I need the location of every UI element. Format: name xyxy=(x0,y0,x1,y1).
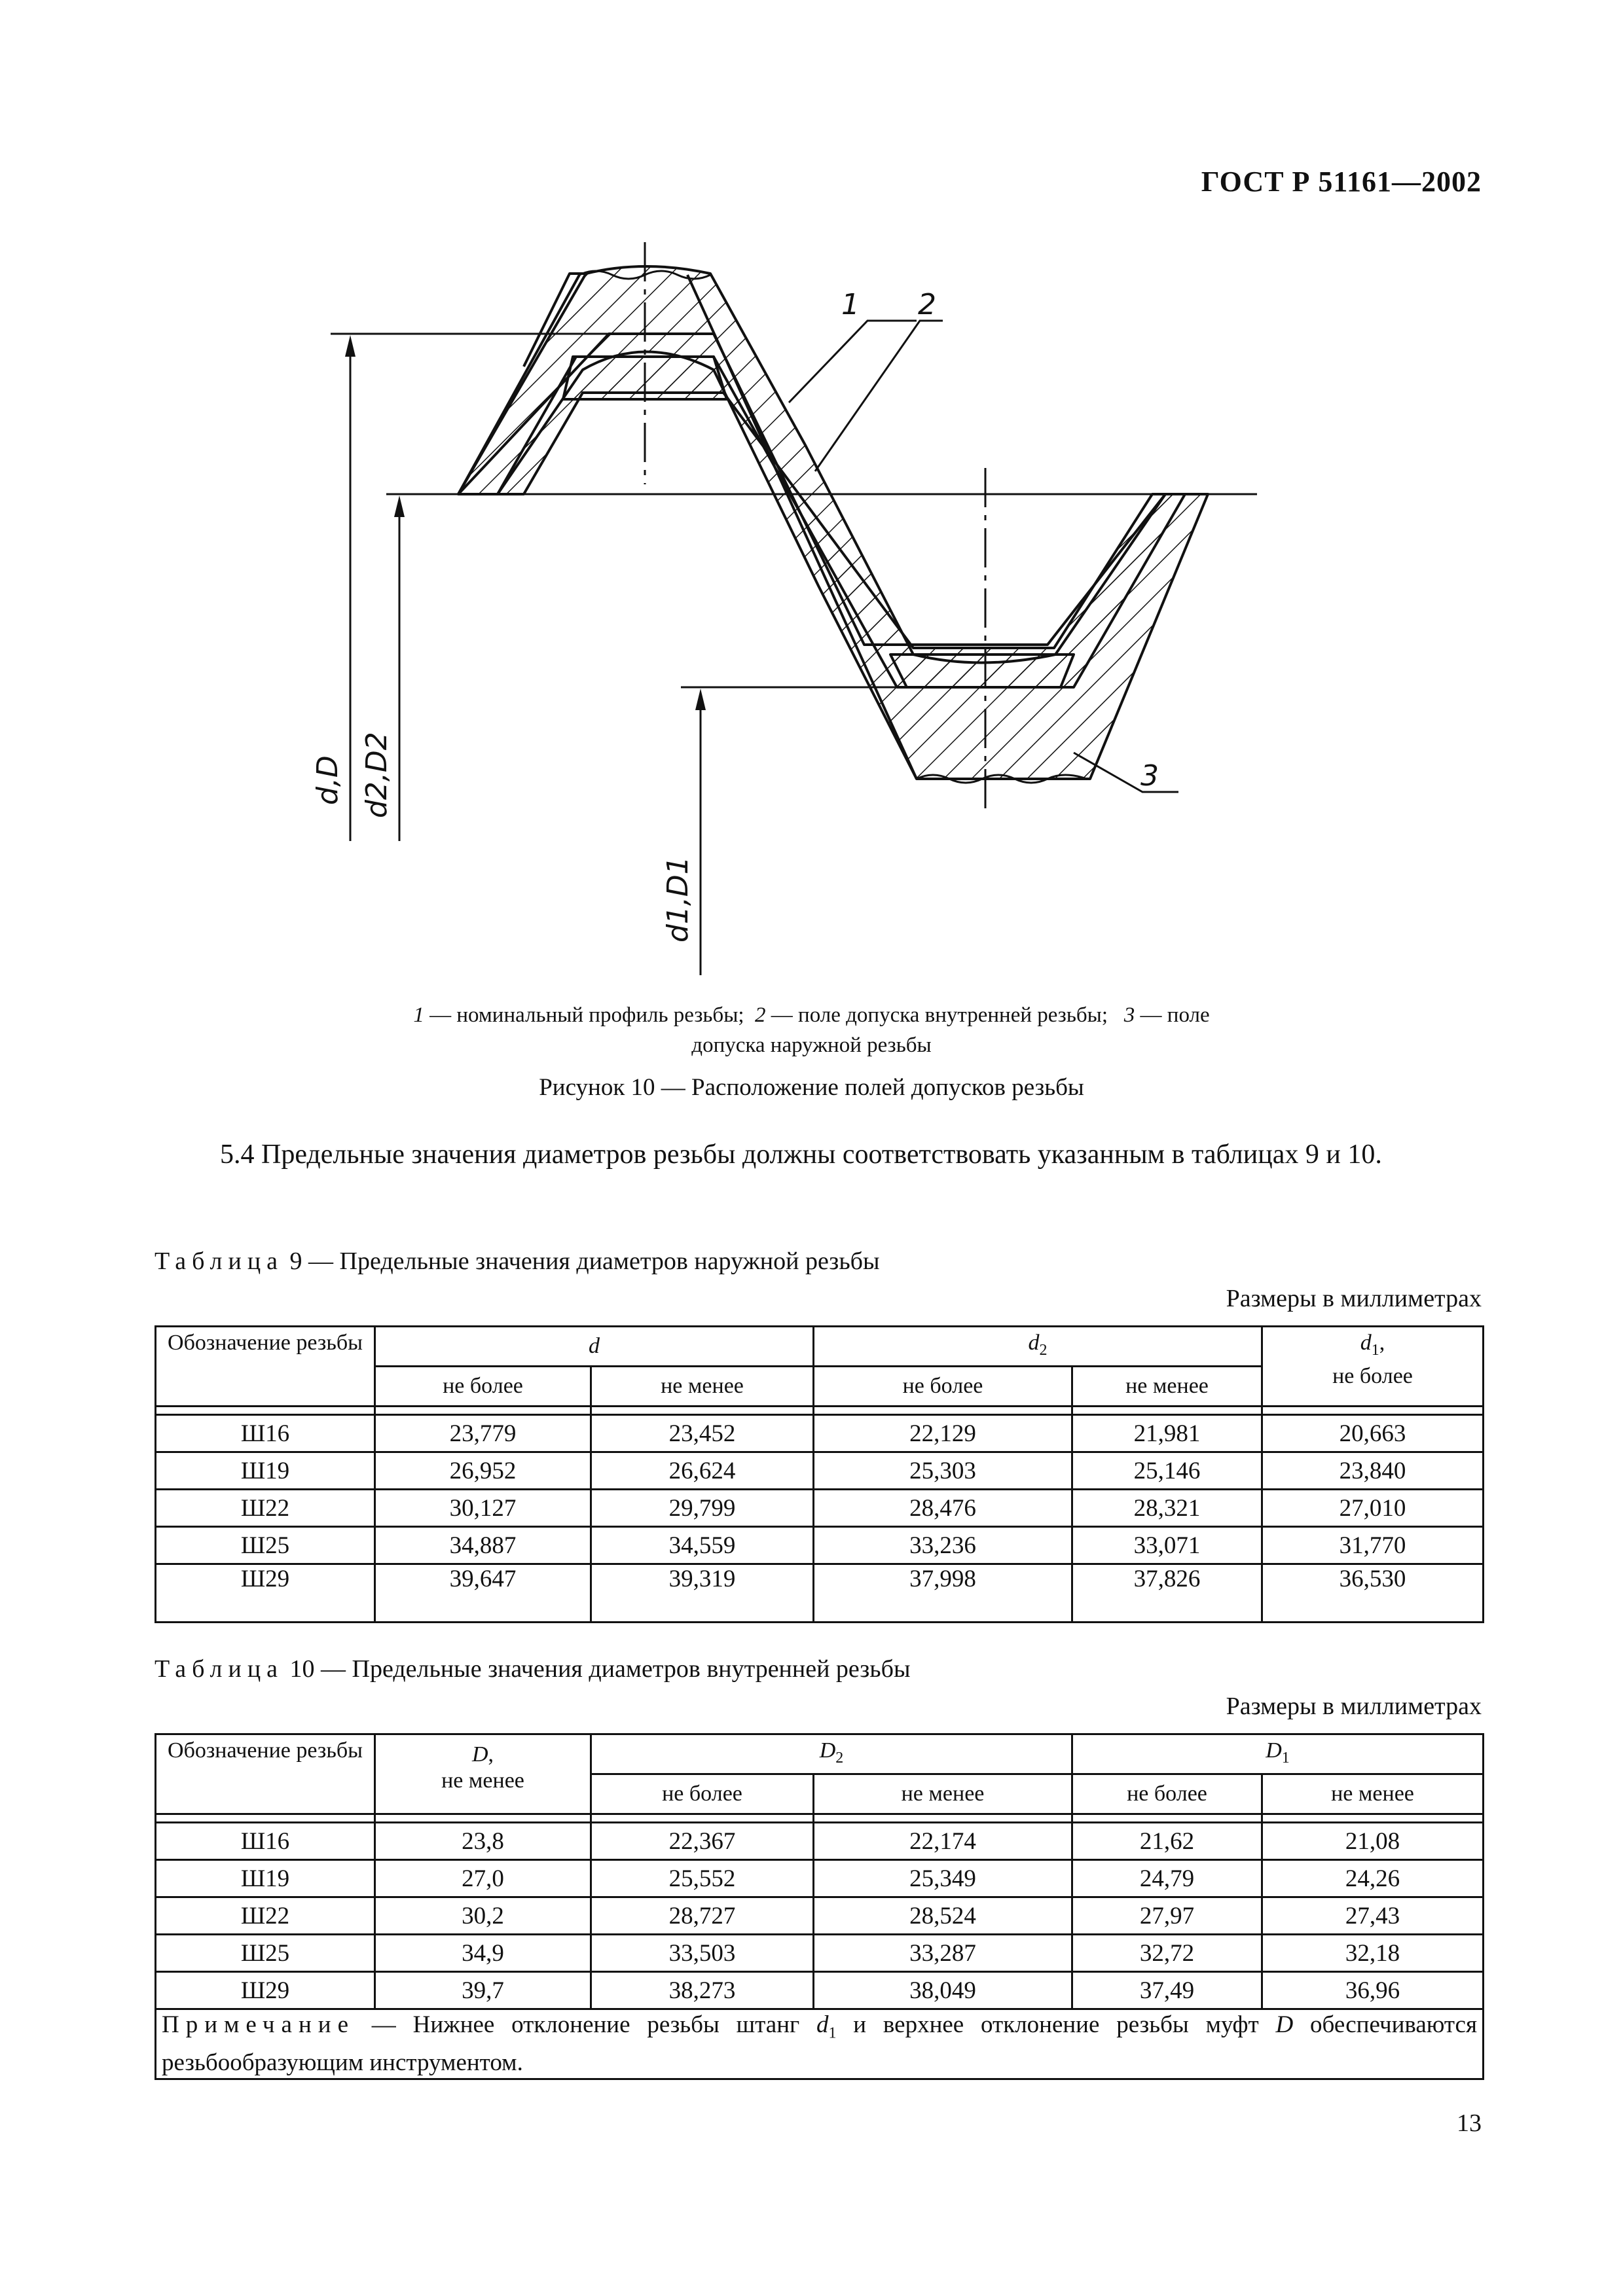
page-number: 13 xyxy=(1457,2109,1482,2137)
t9-head-d-max: не более xyxy=(375,1367,591,1407)
figure-caption: Рисунок 10 — Расположение полей допусков резьбы xyxy=(539,1074,1084,1101)
legend-num-2: 2 xyxy=(755,1003,766,1027)
legend-num-1: 1 xyxy=(413,1003,424,1027)
t10-head-D1-min: не менее xyxy=(1262,1774,1484,1814)
t9-head-d: d xyxy=(375,1327,814,1367)
t10-head-D2-max: не более xyxy=(591,1774,814,1814)
table-row: Ш29 39,647 39,319 37,998 37,826 36,530 xyxy=(156,1564,1484,1623)
table-row: Ш25 34,9 33,503 33,287 32,72 32,18 xyxy=(156,1935,1484,1972)
callout-1: 1 xyxy=(841,288,860,321)
t10-head-designation: Обозначение резьбы xyxy=(156,1734,375,1814)
table10-label: Таблица xyxy=(155,1655,284,1683)
arrow-d2 xyxy=(394,495,405,517)
arrow-d1 xyxy=(695,689,706,710)
t10-head-D: D, не менее xyxy=(375,1734,591,1814)
table10-note: Примечание — Нижнее отклонение резьбы штанг $d_1$ и верхнее отклонение резьбы муфт D обеспечиваются резьбообразующим инструментом. xyxy=(156,2009,1484,2079)
table-row: Ш22 30,127 29,799 28,476 28,321 27,010 xyxy=(156,1490,1484,1527)
dim-label-d-D: d,D xyxy=(311,755,344,805)
t9-head-d2-min: не менее xyxy=(1072,1367,1262,1407)
table-row: Ш19 26,952 26,624 25,303 25,146 23,840 xyxy=(156,1452,1484,1490)
legend-text-3b: допуска наружной резьбы xyxy=(691,1033,932,1057)
table10-title xyxy=(155,1655,910,1683)
t10-head-D1: $D_1$ xyxy=(1072,1734,1484,1774)
t9-head-d-min: не менее xyxy=(591,1367,814,1407)
t9-head-designation: Обозначение резьбы xyxy=(156,1327,375,1407)
standard-header: ГОСТ Р 51161—2002 xyxy=(1201,166,1482,198)
table-row: Ш22 30,2 28,727 28,524 27,97 27,43 xyxy=(156,1897,1484,1935)
table9-title-text: 9 — Предельные значения диаметров наружной резьбы xyxy=(283,1247,880,1275)
table9-label: Таблица xyxy=(155,1247,284,1275)
table-row: Ш16 23,8 22,367 22,174 21,62 21,08 xyxy=(156,1823,1484,1860)
legend-text-2: — поле допуска внутренней резьбы; xyxy=(765,1003,1108,1027)
t9-head-d2-max: не более xyxy=(814,1367,1072,1407)
table9-units: Размеры в миллиметрах xyxy=(1226,1285,1482,1312)
t10-head-D2-min: не менее xyxy=(814,1774,1072,1814)
t9-head-d2: $d_2$ xyxy=(814,1327,1262,1367)
dim-label-d2-D2: d2,D2 xyxy=(360,732,393,818)
table-row: Ш16 23,779 23,452 22,129 21,981 20,663 xyxy=(156,1415,1484,1452)
table10-title-text: 10 — Предельные значения диаметров внутренней резьбы xyxy=(283,1655,911,1683)
table-row: Ш25 34,887 34,559 33,236 33,071 31,770 xyxy=(156,1527,1484,1564)
dim-label-d1-D1: d1,D1 xyxy=(661,856,695,942)
table9 xyxy=(155,1325,1484,1623)
right-outer-flank xyxy=(687,275,917,779)
t10-head-D1-max: не более xyxy=(1072,1774,1262,1814)
table9-title xyxy=(155,1247,880,1276)
arrow-d xyxy=(345,335,356,357)
leader-2 xyxy=(815,321,943,471)
t9-head-d1: $d_1$, не более xyxy=(1262,1327,1484,1407)
table10 xyxy=(155,1733,1484,2080)
thread-tolerance-figure xyxy=(0,0,1623,982)
clause-5-4: 5.4 Предельные значения диаметров резьбы должны соответствовать указанным в таблицах 9 и 10. xyxy=(220,1139,1382,1170)
table-row: Ш19 27,0 25,552 25,349 24,79 24,26 xyxy=(156,1860,1484,1897)
legend-num-3: 3 xyxy=(1123,1003,1135,1027)
leader-1 xyxy=(789,321,917,403)
t10-head-D2: $D_2$ xyxy=(591,1734,1072,1774)
table10-units: Размеры в миллиметрах xyxy=(1226,1693,1482,1720)
trough-band xyxy=(890,655,1074,687)
callout-3: 3 xyxy=(1140,759,1159,793)
figure-legend xyxy=(0,1000,1623,1060)
legend-text-1: — номинальный профиль резьбы; xyxy=(424,1003,744,1027)
external-field-band xyxy=(458,266,1208,779)
callout-2: 2 xyxy=(918,288,936,321)
legend-text-3: — поле xyxy=(1135,1003,1210,1027)
table-row: Ш29 39,7 38,273 38,049 37,49 36,96 xyxy=(156,1972,1484,2009)
